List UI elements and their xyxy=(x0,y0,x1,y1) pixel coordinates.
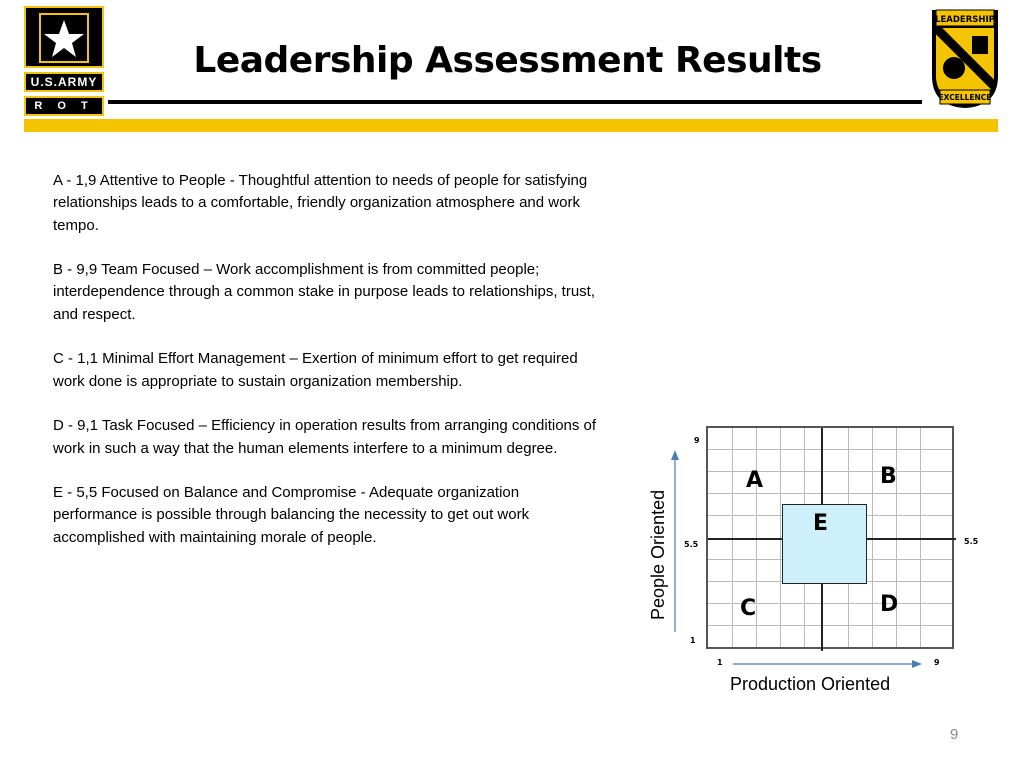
page-number: 9 xyxy=(950,726,959,743)
y-tick-top: 9 xyxy=(694,436,700,445)
rotc-label: R O T xyxy=(24,96,104,116)
leadership-excellence-badge xyxy=(928,6,1002,110)
leadership-grid-diagram xyxy=(640,420,980,710)
rotc-crest-icon xyxy=(928,6,1002,110)
y-axis-label: People Oriented xyxy=(648,489,668,620)
right-tick-mid: 5.5 xyxy=(964,537,979,546)
x-axis-label: Production Oriented xyxy=(730,674,891,694)
us-army-label: U.S.ARMY xyxy=(24,72,104,92)
description-c: C - 1,1 Minimal Effort Management – Exertion of minimum effort to get required work done is appropriate to sustain organization membership. xyxy=(53,350,578,390)
axis-arrows xyxy=(640,420,980,710)
star-emblem xyxy=(24,6,104,68)
page-title: Leadership Assessment Results xyxy=(193,40,822,81)
description-d: D - 9,1 Task Focused – Efficiency in operation results from arranging conditions of work in such a way that the human elements interfere to a minimum degree. xyxy=(53,417,597,457)
quadrant-d-label: D xyxy=(880,592,899,617)
badge-top-text: LEADERSHIP xyxy=(935,15,995,25)
y-tick-mid: 5.5 xyxy=(684,540,699,549)
quadrant-a-label: A xyxy=(746,468,764,493)
description-a: A - 1,9 Attentive to People - Thoughtful attention to needs of people for satisfying relationships leads to a comfortable, friendly organization atmosphere and work tempo. xyxy=(53,172,588,234)
quadrant-e-label: E xyxy=(813,511,829,536)
us-army-rotc-logo xyxy=(24,6,108,112)
star-icon xyxy=(36,12,92,64)
badge-bottom-text: EXCELLENCE xyxy=(938,93,992,102)
quadrant-c-label: C xyxy=(740,596,757,621)
description-e: E - 5,5 Focused on Balance and Compromise - Adequate organization performance is possible through balancing the necessity to get out work accomplished with maintaining morale of people. xyxy=(53,484,530,546)
assessment-descriptions xyxy=(53,170,598,571)
title-underline xyxy=(108,100,922,104)
y-tick-bottom: 1 xyxy=(690,636,696,645)
description-b: B - 9,9 Team Focused – Work accomplishment is from committed people; interdependence through a common stake in purpose leads to relationships, trust, and respect. xyxy=(53,261,595,323)
quadrant-b-label: B xyxy=(880,464,897,489)
x-tick-right: 9 xyxy=(934,658,940,667)
x-tick-left: 1 xyxy=(717,658,723,667)
gold-divider xyxy=(24,119,998,132)
